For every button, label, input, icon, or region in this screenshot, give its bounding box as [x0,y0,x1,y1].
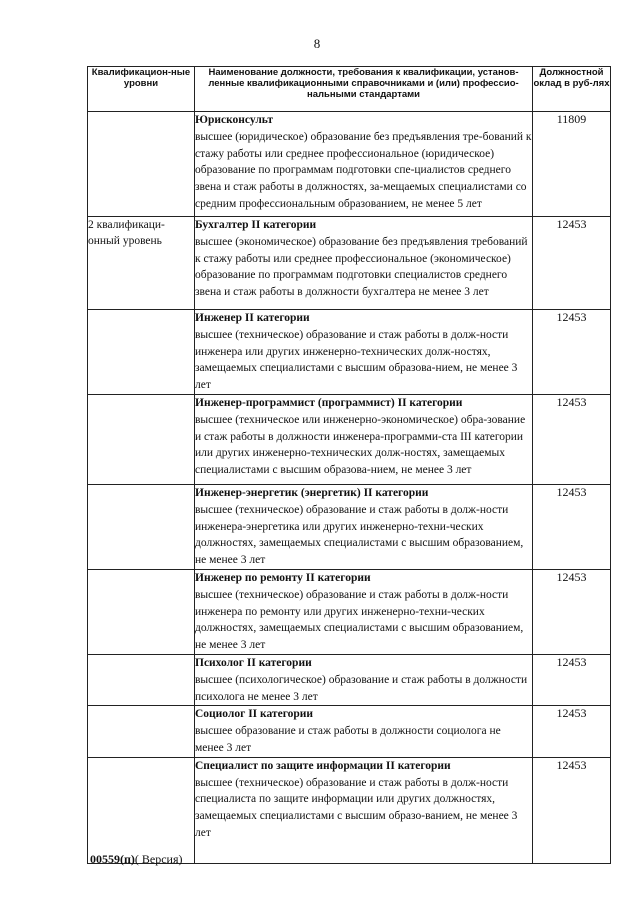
position-requirements: высшее (техническое или инженерно-экономическое) обра-зование и стаж работы в должности инженера-программи-ста III категории или других инженерно-технических долж-ностях, замещаемых специалистами с высшим образова-нием, не менее 3 лет [195,413,526,477]
level-cell: 2 квалификаци-онный уровень [88,217,195,310]
position-requirements: высшее (экономическое) образование без предъявления требований к стажу работы или среднее профессиональное (экономическое) образование по программам подготовки специалистов среднего звена и стаж работы в должности бухгалтера не менее 3 лет [195,235,528,299]
level-cell [88,654,195,705]
position-title: Инженер по ремонту II категории [195,571,371,584]
table-row [88,569,611,654]
position-requirements: высшее (техническое) образование и стаж работы в долж-ности специалиста по защите информации или других должностях, замещаемых специалистами с высшим образо-ванием, не менее 3 лет [195,776,518,839]
level-cell [88,569,195,654]
salary-cell: 12453 [533,706,611,757]
description-cell [195,484,533,569]
salary-table [87,66,611,864]
description-cell [195,757,533,863]
document-code: 00559(п) [90,852,135,866]
salary-cell: 12453 [533,569,611,654]
table-row [88,112,611,217]
level-cell [88,394,195,484]
document-footer [90,852,183,867]
level-cell [88,757,195,863]
position-title: Психолог II категории [195,656,312,669]
position-title: Инженер-энергетик (энергетик) II категории [195,486,429,499]
salary-cell: 12453 [533,217,611,310]
position-requirements: высшее (техническое) образование и стаж работы в долж-ности инженера по ремонту или других инженерно-техни-ческих должностях, замещаемых специалистами с высшим образованием, не менее 3 лет [195,588,524,652]
description-cell [195,394,533,484]
table-row [88,484,611,569]
page-number: 8 [313,36,321,51]
position-requirements: высшее (техническое) образование и стаж работы в долж-ности инженера-энергетика или других инженерно-техни-ческих должностях, замещаемых специалистами с высшим образованием, не менее 3 лет [195,503,524,567]
position-title: Бухгалтер II категории [195,219,317,231]
description-cell [195,217,533,310]
position-requirements: высшее (техническое) образование и стаж работы в долж-ности инженера или других инженерно-технических долж-ностях, замещаемых специалистами с высшим образова-нием, не менее 3 лет [195,328,518,392]
table-row [88,654,611,705]
salary-cell: 12453 [533,757,611,863]
table-row [88,757,611,863]
description-cell [195,654,533,705]
salary-cell: 12453 [533,654,611,705]
position-title: Инженер-программист (программист) II категории [195,396,463,409]
salary-cell: 11809 [533,112,611,217]
table-row [88,394,611,484]
table-row [88,706,611,757]
level-cell [88,484,195,569]
position-title: Специалист по защите информации II категории [195,759,451,772]
level-cell [88,310,195,395]
salary-cell: 12453 [533,394,611,484]
salary-cell: 12453 [533,310,611,395]
position-requirements: высшее (психологическое) образование и стаж работы в должности психолога не менее 3 лет [195,673,528,703]
position-requirements: высшее образование и стаж работы в должности социолога не менее 3 лет [195,725,501,754]
position-title: Юрисконсульт [195,114,274,126]
description-cell [195,569,533,654]
level-cell [88,112,195,217]
table-row [88,310,611,395]
position-requirements: высшее (юридическое) образование без предъявления тре-бований к стажу работы или среднее профессиональное (юридическое) образование по программам подготовки спе-циалистов среднего звена и стаж работы в должностях, за-мещаемых специалистами со средним профессиональным образованием, не менее 5 лет [195,130,532,210]
header-salary: Должностной оклад в руб-лях [533,67,611,112]
level-cell [88,706,195,757]
document-version: ( Версия) [134,852,183,866]
table-row [88,217,611,310]
header-levels: Квалификацион-ные уровни [88,67,195,112]
header-description: Наименование должности, требования к квалификации, установ-ленные квалификационными справочниками и (или) профессио-нальными стандартами [195,67,533,112]
description-cell [195,706,533,757]
description-cell [195,112,533,217]
position-title: Социолог II категории [195,708,314,721]
description-cell [195,310,533,395]
salary-cell: 12453 [533,484,611,569]
position-title: Инженер II категории [195,312,310,324]
